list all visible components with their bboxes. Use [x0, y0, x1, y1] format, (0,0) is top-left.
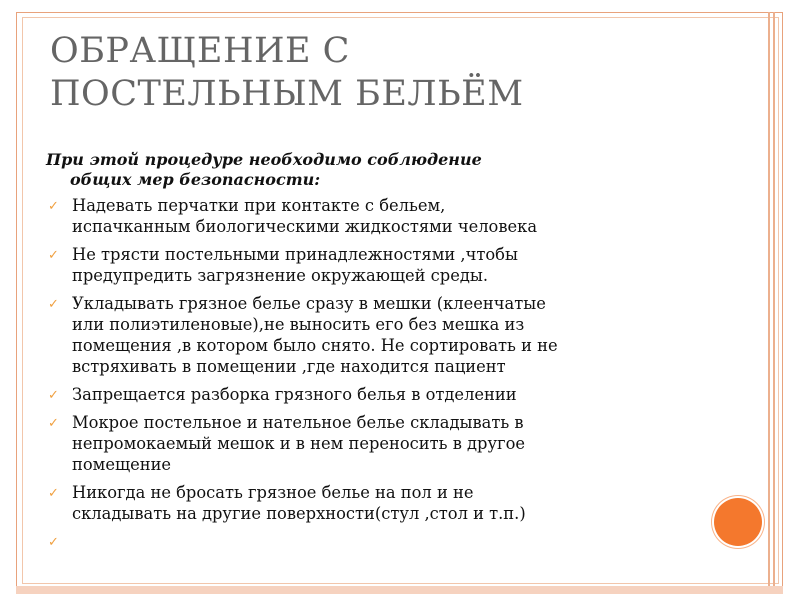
decorative-stripe	[768, 12, 770, 587]
check-icon: ✓	[48, 535, 59, 550]
list-item	[46, 244, 706, 286]
check-icon: ✓	[48, 248, 59, 263]
list-item	[46, 482, 706, 524]
check-icon: ✓	[48, 297, 59, 312]
list-item	[46, 384, 706, 405]
decorative-circle	[714, 498, 762, 546]
intro-text	[46, 150, 706, 190]
check-icon: ✓	[48, 199, 59, 214]
slide-title	[50, 30, 730, 116]
bullet-text: Укладывать грязное белье сразу в мешки (клеенчатые или полиэтиленовые),не выносить его без мешка из помещения ,в котором было снято. Не сортировать и не встряхивать в помещении ,где находится пациент	[72, 294, 558, 376]
bullet-text: Надевать перчатки при контакте с бельем, испачканным биологическими жидкостями человека	[72, 196, 538, 236]
bullet-text: Мокрое постельное и нательное белье складывать в непромокаемый мешок и в нем переносить в другое помещение	[72, 413, 526, 474]
intro-line-1: При этой процедуре необходимо соблюдение	[46, 150, 482, 169]
list-item	[46, 412, 706, 475]
list-item	[46, 195, 706, 237]
title-line-2: ПОСТЕЛЬНЫМ БЕЛЬЁМ	[50, 74, 524, 114]
decorative-stripe	[773, 12, 775, 587]
bullet-text: Запрещается разборка грязного белья в отделении	[72, 385, 517, 404]
bullet-text: Никогда не бросать грязное белье на пол и не складывать на другие поверхности(стул ,стол и т.п.)	[72, 483, 526, 523]
check-icon: ✓	[48, 486, 59, 501]
list-item	[46, 293, 706, 377]
check-icon: ✓	[48, 388, 59, 403]
intro-line-2: общих мер безопасности:	[70, 170, 321, 189]
bullet-list	[46, 195, 706, 550]
check-icon: ✓	[48, 416, 59, 431]
bullet-text: Не трясти постельными принадлежностями ,чтобы предупредить загрязнение окружающей среды.	[72, 245, 518, 285]
decorative-bottom-band	[16, 586, 783, 594]
title-line-1: ОБРАЩЕНИЕ С	[50, 31, 350, 71]
